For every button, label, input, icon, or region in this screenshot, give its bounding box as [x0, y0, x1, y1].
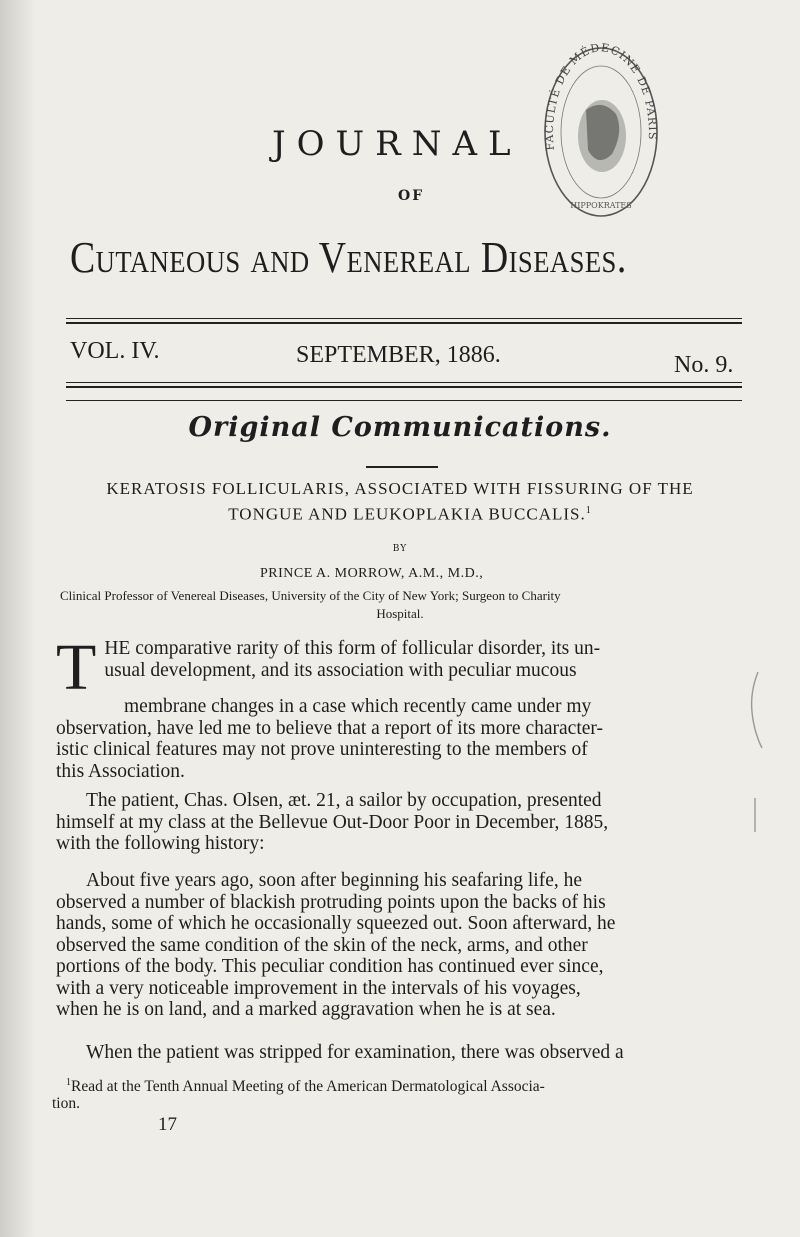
stamp-bottom-text: HIPPOKRATES: [570, 201, 632, 210]
pencil-margin-mark: [748, 796, 762, 836]
paragraph-1-line: HE comparative rarity of this form of follicular disorder, its un-: [104, 638, 601, 659]
paragraph-4-line: When the patient was stripped for examination, there was observed a: [86, 1042, 624, 1063]
paragraph-3-line: About five years ago, soon after beginning his seafaring life, he: [86, 870, 583, 891]
paragraph-3-line: hands, some of which he occasionally squeezed out. Soon afterward, he: [56, 913, 616, 934]
author-affiliation-cont: Hospital.: [376, 606, 424, 621]
paragraph-3-line: portions of the body. This peculiar condition has continued ever since,: [56, 956, 604, 977]
article-title-line-1: KERATOSIS FOLLICULARIS, ASSOCIATED WITH FISSURING OF THE: [106, 479, 694, 498]
paragraph-1-line: istic clinical features may not prove uninteresting to the members of: [56, 739, 588, 760]
paragraph-3-line: observed the same condition of the skin of the neck, arms, and other: [56, 934, 588, 956]
paragraph-3-line: observed a number of blackish protruding points upon the backs of his: [56, 891, 606, 913]
paragraph-2: [56, 790, 736, 855]
paragraph-2-line: The patient, Chas. Olsen, æt. 21, a sailor by occupation, presented: [86, 790, 602, 811]
drop-cap: T: [56, 631, 97, 704]
byline-by: BY: [392, 544, 408, 554]
paragraph-2-line: with the following history:: [56, 833, 265, 854]
paragraph-2-line: himself at my class at the Bellevue Out-Door Poor in December, 1885,: [56, 811, 609, 833]
journal-wordmark: JOURNAL: [272, 124, 522, 164]
issue-date: SEPTEMBER, 1886.: [296, 342, 501, 368]
journal-title: Cutaneous and Venereal Diseases.: [70, 233, 627, 282]
header-rule-bottom-1: [66, 382, 742, 383]
article-title-footnote-mark: 1: [585, 505, 592, 516]
paragraph-1-line: observation, have led me to believe that a report of its more character-: [56, 717, 603, 739]
paragraph-3: [56, 870, 736, 1021]
masthead-of: OF: [398, 188, 425, 204]
author-name: PRINCE A. MORROW, A.M., M.D.,: [260, 566, 484, 581]
header-rule-bottom-3: [66, 400, 742, 401]
footnote-line-1: $^1$Read at the Tenth Annual Meeting of the American Dermatological Associa-: [66, 1077, 545, 1096]
footnote-line-2: tion.: [52, 1095, 80, 1113]
page-number: 17: [158, 1114, 177, 1135]
pencil-margin-mark: [744, 668, 768, 752]
paragraph-1-line: usual development, and its association with peculiar mucous: [104, 659, 577, 681]
header-rule-top-1: [66, 318, 742, 319]
header-rule-top-2: [66, 322, 742, 324]
section-divider: [366, 466, 438, 468]
library-stamp: [540, 40, 662, 218]
paragraph-1-line: membrane changes in a case which recently came under my: [124, 696, 592, 717]
footnote: [52, 1074, 742, 1112]
paragraph-4: [56, 1042, 736, 1064]
paragraph-1-line: this Association.: [56, 760, 185, 782]
author-affiliation: Clinical Professor of Venereal Diseases, University of the City of New York; Surgeon to Charity: [60, 588, 561, 603]
volume-label: VOL. IV.: [70, 338, 160, 364]
paragraph-3-line: with a very noticeable improvement in the intervals of his voyages,: [56, 977, 581, 999]
header-rule-bottom-2: [66, 386, 742, 388]
issue-number: No. 9.: [674, 352, 734, 378]
paragraph-3-line: when he is on land, and a marked aggravation when he is at sea.: [56, 999, 556, 1020]
section-heading: Original Communications.: [188, 412, 612, 443]
paragraph-1: [56, 631, 736, 782]
article-title-line-2: TONGUE AND LEUKOPLAKIA BUCCALIS.$^1$: [228, 504, 592, 524]
footnote-mark: 1: [66, 1077, 71, 1088]
stamp-text: FACULTÉ DE MÉDECINE DE PARIS: [542, 41, 660, 152]
article-title: [0, 478, 800, 526]
